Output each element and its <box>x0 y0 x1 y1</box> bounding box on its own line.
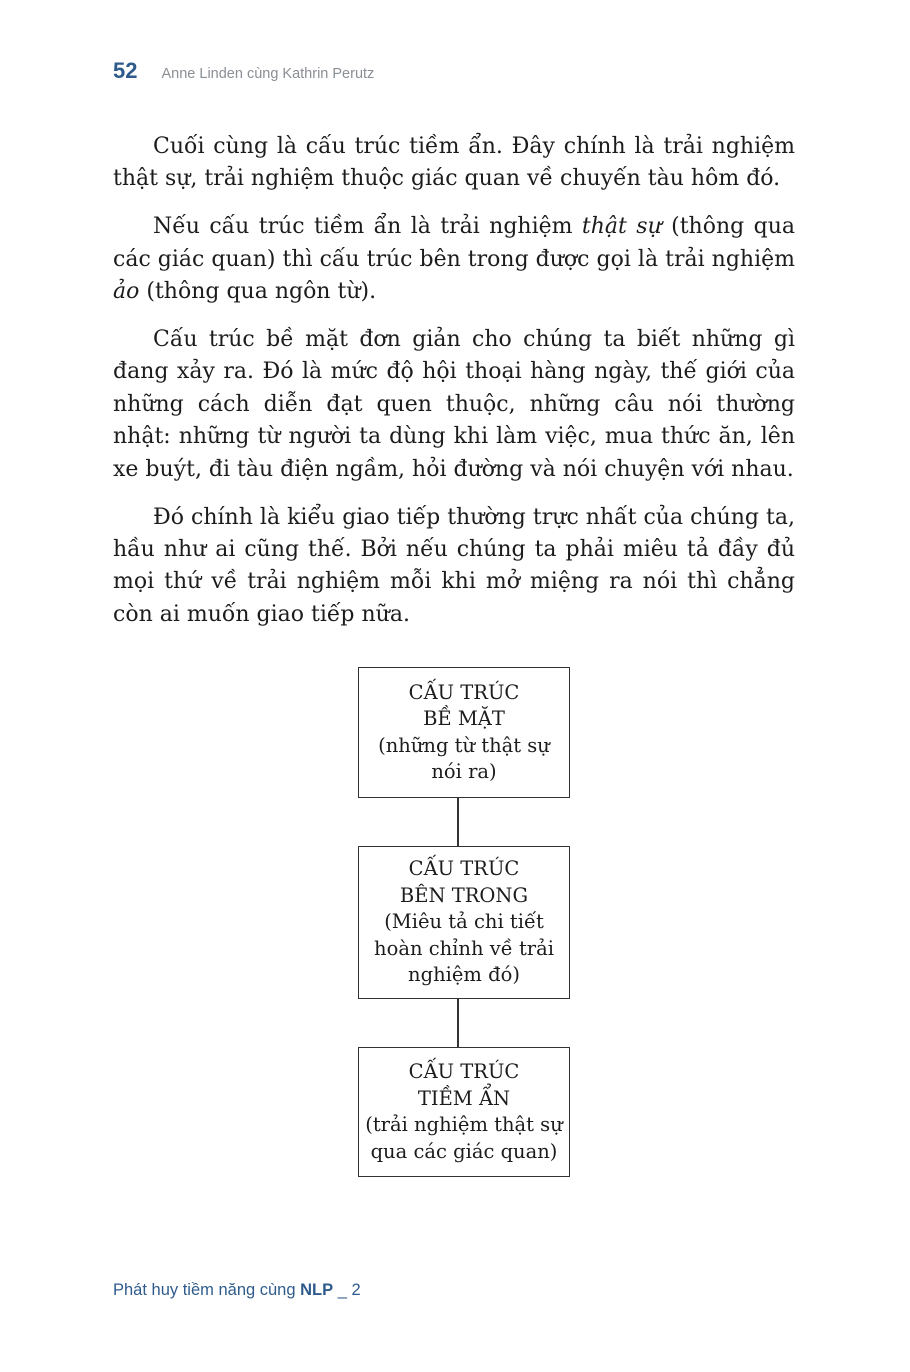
paragraph-1: Cuối cùng là cấu trúc tiềm ẩn. Đây chính là trải nghiệm thật sự, trải nghiệm thuộc giác quan về chuyến tàu hôm đó. <box>113 134 795 192</box>
paragraph-3: Cấu trúc bề mặt đơn giản cho chúng ta biết những gì đang xảy ra. Đó là mức độ hội thoại hàng ngày, thế giới của những cách diễn đạt quen thuộc, những câu nói thường nhật: những từ người ta dùng khi làm việc, mua thức ăn, lên xe buýt, đi tàu điện ngầm, hỏi đường và nói chuyện với nhau. <box>113 327 795 482</box>
page-footer <box>113 1281 361 1300</box>
box-line: (Miêu tả chi tiết <box>384 910 544 934</box>
box-line: nghiệm đó) <box>408 963 520 987</box>
structure-diagram <box>358 667 570 1177</box>
paragraph-2-text-a: Nếu cấu trúc tiềm ẩn là trải nghiệm <box>153 214 582 240</box>
paragraph-2-text-c: (thông qua ngôn từ). <box>139 279 377 305</box>
box-line: CẤU TRÚC <box>408 680 520 704</box>
paragraph-2-text-b: (thông qua các giác quan) thì cấu trúc bên trong được gọi là trải nghiệm <box>113 214 795 272</box>
page-number: 52 <box>113 58 138 83</box>
box-line: BỀ MẶT <box>423 707 505 730</box>
box-line: qua các giác quan) <box>370 1139 558 1163</box>
footer-series-suffix: _ 2 <box>333 1281 361 1299</box>
deep-structure-box <box>358 1047 570 1177</box>
body-text <box>113 131 795 647</box>
box-line: hoàn chỉnh về trải <box>374 936 554 960</box>
box-line: CẤU TRÚC <box>408 1060 520 1083</box>
page-header <box>113 58 374 84</box>
inner-structure-box <box>358 846 570 999</box>
box-line: BÊN TRONG <box>399 883 529 907</box>
box-line: (trải nghiệm thật sự <box>365 1113 563 1136</box>
footer-series-prefix: Phát huy tiềm năng cùng <box>113 1281 301 1299</box>
paragraph-2-italic-a: thật sự <box>581 214 662 240</box>
paragraph-2-italic-b: ảo <box>113 279 140 305</box>
box-line: nói ra) <box>431 760 497 783</box>
paragraph-2 <box>113 211 795 308</box>
box-line: CẤU TRÚC <box>408 857 520 881</box>
paragraph-4: Đó chính là kiểu giao tiếp thường trực nhất của chúng ta, hầu như ai cũng thế. Bởi nếu chúng ta phải miêu tả đầy đủ mọi thứ về trải nghiệm mỗi khi mở miệng ra nói thì chẳng còn ai muốn giao tiếp nữa. <box>113 504 795 627</box>
running-title: Anne Linden cùng Kathrin Perutz <box>161 66 375 82</box>
box-line: TIỀM ẨN <box>417 1086 511 1110</box>
connector-line <box>457 798 459 846</box>
surface-structure-box <box>358 667 570 798</box>
box-line: (những từ thật sự <box>378 733 550 757</box>
footer-series-nlp: NLP <box>300 1281 334 1299</box>
connector-line <box>457 999 459 1047</box>
